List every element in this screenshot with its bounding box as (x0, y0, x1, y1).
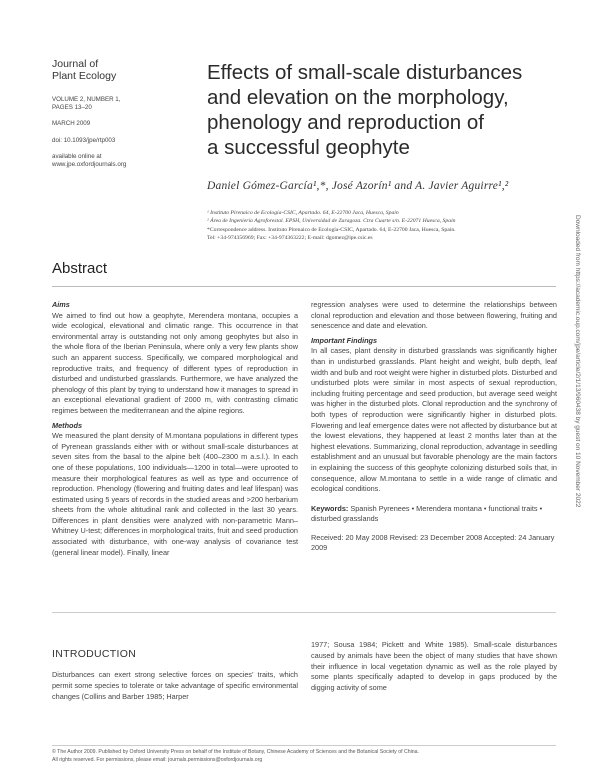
footer-divider (52, 745, 556, 746)
findings-text: In all cases, plant density in disturbed grasslands was significantly higher than in undisturbed grasslands. Plant height and weight, bulb depth, leaf width and bulb and root weight were higher in disturbed plots. Disturbed and undisturbed plots were similar in most aspects of sexual reproduction, including fruiting percentage and seed production, but average seed weight was higher in the disturbed plots. Clonal reproduction and the synchrony of both types of reproduction were significantly higher in disturbed plots. Flowering and leaf emergence dates were not affected by disturbance but at the lowest elevations, they happened at least 2 months later than at the highest elevations. Summarizing, clonal reproduction, advantage in seedling establishment and an unusual but favorable phenology are the main factors in explaining the success of this geophyte colonizing disturbed soils that, in consequence, allow M.montana to settle in a wide range of climatic and ecological conditions. (311, 346, 557, 494)
intro-right-text: 1977; Sousa 1984; Pickett and White 1985). Small-scale disturbances caused by animals have been the object of many studies that have shown their influence in local vegetation dynamic as well as the role played by some plants specifically adapted to develop in gaps produced by the digging activity of some (311, 640, 557, 693)
journal-name-line2: Plant Ecology (52, 70, 117, 82)
methods-text: We measured the plant density of M.montana populations in different types of Pyrenean grasslands either with or without small-scale disturbances at seven sites from the basal to the alpine belt (400–2300 m a.s.l.). In each one of these populations, 100 individuals—1200 in total—were uprooted to measure their morphological features as well as type and occurrence of reproduction. Phenology (flowering and fruiting dates and leaf lifespan) was estimated using 5 years of records in the studied areas and >200 herbarium sheets from the whole altitudinal rank and collected in the last 30 years. Differences in plant densities were analyzed with non-parametric Mann–Whitney U-test; differences in morphological traits, fruit and seed production associated with disturbance, with one-way analysis of covariance test (general linear model). Finally, linear (52, 431, 298, 557)
contact-details: Tel: +34-974356969; Fax: +34-974363222; E-mail: dgomez@ipe.csic.es (207, 234, 373, 241)
permissions-line: All rights reserved. For permissions, please email: journals.permissions@oxfordjournals.org (52, 756, 263, 763)
abstract-left-column (52, 300, 298, 562)
journal-name-line1: Journal of (52, 58, 99, 70)
introduction-heading: INTRODUCTION (52, 648, 137, 660)
affiliation-1: ¹ Instituto Pirenaico de Ecología-CSIC, Apartado. 64, E-22700 Jaca, Huesca, Spain (207, 210, 399, 216)
keywords-text: Spanish Pyrenees • Merendera montana • functional traits • disturbed grasslands (311, 503, 543, 524)
received-dates: Received: 20 May 2008 Revised: 23 December 2008 Accepted: 24 January 2009 (311, 532, 555, 553)
aims-text: We aimed to find out how a geophyte, Merendera montana, occupies a wide ecological, elevational and climatic range. This occurrence in that environmental array is outstanding not only among geophytes but also in the whole flora of the Iberian Peninsula, where only a very few plants show such an apparent success. Specifically, we compared morphological and reproductive traits, and frequency of different types of reproduction in disturbed and undisturbed grasslands. Furthermore, we have analyzed the phenology of this plant by trying to understand how it manages to spread in an exceptional elevational gradient of 2000 m, with contrasting climatic regimes between the mediterranean and the alpine regions. (52, 310, 298, 415)
abstract-divider (52, 286, 556, 287)
keywords (311, 504, 557, 525)
title-line4: a successful geophyte (207, 136, 410, 159)
abstract-end-divider (52, 612, 556, 613)
availability (52, 153, 177, 169)
correspondence-address: *Correspondence address. Instituto Pirenaico de Ecología-CSIC, Apartado. 64, E-22700 Jaca, Huesca, Spain. (207, 226, 456, 233)
title-line2: and elevation on the morphology, (207, 86, 509, 109)
abstract-heading: Abstract (52, 260, 108, 277)
keywords-label: Keywords: (311, 503, 349, 513)
title-line1: Effects of small-scale disturbances (207, 61, 523, 84)
available-label: available online at (52, 152, 102, 160)
journal-meta (52, 58, 177, 169)
authors: Daniel Gómez-García¹,*, José Azorín¹ and A. Javier Aguirre¹,² (207, 180, 509, 192)
methods-heading: Methods (52, 420, 82, 430)
doi: doi: 10.1093/jpe/rtp003 (52, 136, 116, 144)
copyright-footer (52, 749, 562, 764)
volume: VOLUME 2, NUMBER 1, (52, 96, 121, 103)
copyright-line: © The Author 2009. Published by Oxford University Press on behalf of the Institute of Botany, Chinese Academy of Sciences and the Botanical Society of China. (52, 749, 419, 755)
findings-heading: Important Findings (311, 335, 378, 345)
affiliation-2: ² Área de Ingeniería Agroforestal. EPSH, Universidad de Zaragoza. Ctra Cuarte s/n. E-22071 Huesca, Spain (207, 218, 456, 225)
issue-info (52, 96, 177, 112)
journal-url[interactable]: www.jpe.oxfordjournals.org (52, 161, 127, 169)
aims-heading: Aims (52, 300, 70, 309)
abstract-right-column (311, 300, 557, 558)
article-title (207, 60, 557, 160)
journal-name (52, 58, 177, 82)
title-line3: phenology and reproduction of (207, 111, 484, 134)
methods-continued: regression analyses were used to determine the relationships between clonal reproduction and elevation and those between flowering, fruiting and senescence and date and elevation. (311, 300, 557, 331)
issue-date: MARCH 2009 (52, 120, 91, 128)
download-watermark-text: Downloaded from https://academic.oup.com/jpe/article/2/1/13/960438 by guest on 10 November 2022 (574, 215, 581, 508)
affiliations (207, 209, 587, 242)
download-watermark (574, 215, 589, 555)
intro-left-text: Disturbances can exert strong selective forces on species' traits, which permit some species to tolerate or take advantage of specific environmental changes (Collins and Barber 1985; Harper (52, 670, 298, 701)
pages: PAGES 13–20 (52, 104, 92, 112)
